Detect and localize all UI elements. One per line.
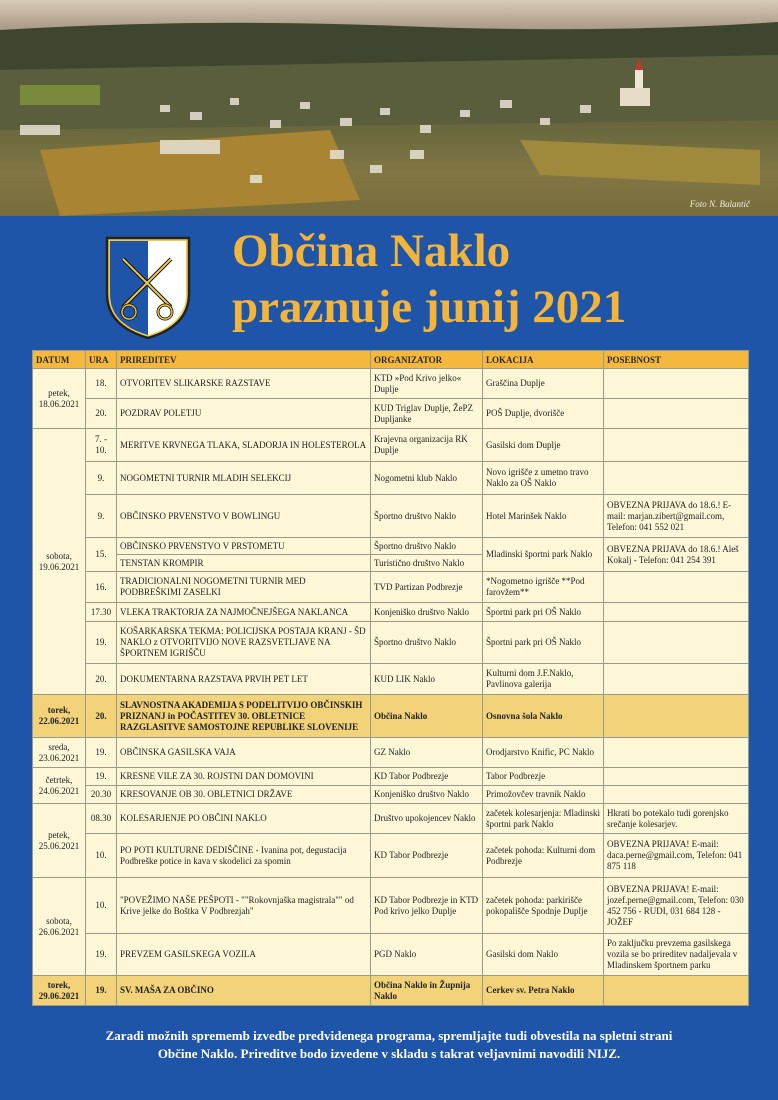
location-cell: začetek pohoda: Kulturni dom Podbrezje bbox=[483, 834, 604, 878]
table-row bbox=[33, 603, 749, 622]
organizer-cell: Občina Naklo bbox=[371, 695, 483, 738]
municipality-crest bbox=[103, 234, 193, 340]
footer-line-2: Občine Naklo. Prireditve bodo izvedene v skladu s takrat veljavnimi navodili NIJZ. bbox=[157, 1046, 621, 1061]
event-cell: PO POTI KULTURNE DEDIŠČINE - Ivanina pot, degustacija Podbreške potice in kava v skodelici za spomin bbox=[117, 834, 371, 878]
table-row bbox=[33, 664, 749, 695]
organizer-cell: KD Tabor Podbrezje bbox=[371, 834, 483, 878]
column-header-note: POSEBNOST bbox=[604, 351, 749, 369]
organizer-cell: Športno društvo Naklo bbox=[371, 495, 483, 538]
event-cell: OTVORITEV SLIKARSKE RAZSTAVE bbox=[117, 369, 371, 399]
location-cell: Gasilski dom Duplje bbox=[483, 429, 604, 462]
location-cell: Novo igrišče z umetno travo Naklo za OŠ Naklo bbox=[483, 462, 604, 495]
event-cell: OBČINSKA GASILSKA VAJA bbox=[117, 738, 371, 768]
note-cell: Hkrati bo potekalo tudi gorenjsko srečanje kolesarjev. bbox=[604, 804, 749, 834]
date-cell: petek, 18.06.2021 bbox=[33, 369, 86, 429]
event-cell: DOKUMENTARNA RAZSTAVA PRVIH PET LET bbox=[117, 664, 371, 695]
location-cell: Kulturni dom J.F.Naklo, Pavlinova galerija bbox=[483, 664, 604, 695]
date-cell: sreda, 23.06.2021 bbox=[33, 738, 86, 768]
date-cell: torek, 29.06.2021 bbox=[33, 976, 86, 1006]
table-row bbox=[33, 429, 749, 462]
organizer-cell: Športno društvo Naklo bbox=[371, 538, 483, 555]
location-cell: Mladinski športni park Naklo bbox=[483, 538, 604, 572]
column-header-organizer: ORGANIZATOR bbox=[371, 351, 483, 369]
time-cell: 10. bbox=[86, 834, 117, 878]
time-cell: 08.30 bbox=[86, 804, 117, 834]
date-cell: sobota, 19.06.2021 bbox=[33, 429, 86, 695]
event-cell: TRADICIONALNI NOGOMETNI TURNIR MED PODBREŠKIMI ZASELKI bbox=[117, 572, 371, 603]
location-cell: Tabor Podbrezje bbox=[483, 768, 604, 786]
note-cell bbox=[604, 369, 749, 399]
location-cell: Športni park pri OŠ Naklo bbox=[483, 622, 604, 664]
column-header-event: PRIREDITEV bbox=[117, 351, 371, 369]
event-cell: PREVZEM GASILSKEGA VOZILA bbox=[117, 934, 371, 976]
table-row bbox=[33, 462, 749, 495]
event-cell: KRESNE VILE ZA 30. ROJSTNI DAN DOMOVINI bbox=[117, 768, 371, 786]
location-cell: *Nogometno igrišče **Pod farovžem** bbox=[483, 572, 604, 603]
note-cell bbox=[604, 976, 749, 1006]
table-row-highlight bbox=[33, 976, 749, 1006]
time-cell: 9. bbox=[86, 495, 117, 538]
note-cell: OBVEZNA PRIJAVA! E-mail: daca.perne@gmail.com, Telefon: 041 875 118 bbox=[604, 834, 749, 878]
time-cell: 18. bbox=[86, 369, 117, 399]
organizer-cell: Krajevna organizacija RK Duplje bbox=[371, 429, 483, 462]
time-cell: 19. bbox=[86, 976, 117, 1006]
time-cell: 9. bbox=[86, 462, 117, 495]
table-row bbox=[33, 834, 749, 878]
note-cell bbox=[604, 429, 749, 462]
page-title-line2: praznuje junij 2021 bbox=[232, 281, 627, 333]
time-cell: 20. bbox=[86, 399, 117, 429]
event-cell: KOŠARKARSKA TEKMA: POLICIJSKA POSTAJA KRANJ - ŠD NAKLO z OTVORITVIJO NOVE RAZSVETLJAVE NA ŠPORTNEM IGRIŠČU bbox=[117, 622, 371, 664]
date-cell: sobota, 26.06.2021 bbox=[33, 878, 86, 976]
note-cell bbox=[604, 664, 749, 695]
note-cell: OBVEZNA PRIJAVA! E-mail: jozef.perne@gmail.com, Telefon: 030 452 756 - RUDI, 031 684 128 - JOŽEF bbox=[604, 878, 749, 934]
table-row bbox=[33, 786, 749, 804]
organizer-cell: KUD Triglav Duplje, ŽePZ Dupljanke bbox=[371, 399, 483, 429]
table-row bbox=[33, 738, 749, 768]
time-cell: 17.30 bbox=[86, 603, 117, 622]
location-cell: Osnovna šola Naklo bbox=[483, 695, 604, 738]
organizer-cell: Občina Naklo in Župnija Naklo bbox=[371, 976, 483, 1006]
table-row-highlight bbox=[33, 695, 749, 738]
note-cell bbox=[604, 572, 749, 603]
note-cell bbox=[604, 399, 749, 429]
event-cell: VLEKA TRAKTORJA ZA NAJMOČNEJŠEGA NAKLANCA bbox=[117, 603, 371, 622]
organizer-cell: Konjeniško društvo Naklo bbox=[371, 786, 483, 804]
event-cell: SV. MAŠA ZA OBČINO bbox=[117, 976, 371, 1006]
note-cell: OBVEZNA PRIJAVA do 18.6.! E-mail: marjan.zibert@gmail.com, Telefon: 041 552 021 bbox=[604, 495, 749, 538]
page-title-line1: Občina Naklo bbox=[232, 225, 511, 277]
organizer-cell: TVD Partizan Podbrezje bbox=[371, 572, 483, 603]
note-cell bbox=[604, 786, 749, 804]
table-row bbox=[33, 878, 749, 934]
time-cell: 19. bbox=[86, 934, 117, 976]
organizer-cell: Društvo upokojencev Naklo bbox=[371, 804, 483, 834]
footer-line-1: Zaradi možnih sprememb izvedbe predvidenega programa, spremljajte tudi obvestila na spletni strani bbox=[105, 1028, 673, 1043]
location-cell: Športni park pri OŠ Naklo bbox=[483, 603, 604, 622]
time-cell: 7. - 10. bbox=[86, 429, 117, 462]
date-cell: petek, 25.06.2021 bbox=[33, 804, 86, 878]
event-cell: KRESOVANJE OB 30. OBLETNICI DRŽAVE bbox=[117, 786, 371, 804]
event-cell: TENSTAN KROMPIR bbox=[117, 555, 371, 572]
organizer-cell: Športno društvo Naklo bbox=[371, 622, 483, 664]
organizer-cell: Konjeniško društvo Naklo bbox=[371, 603, 483, 622]
event-cell: OBČINSKO PRVENSTVO V PRSTOMETU bbox=[117, 538, 371, 555]
note-cell bbox=[604, 622, 749, 664]
location-cell: Hotel Marinšek Naklo bbox=[483, 495, 604, 538]
time-cell: 19. bbox=[86, 738, 117, 768]
table-row bbox=[33, 495, 749, 538]
column-header-date: DATUM bbox=[33, 351, 86, 369]
aerial-landscape-image bbox=[0, 0, 778, 216]
time-cell: 20. bbox=[86, 695, 117, 738]
time-cell: 16. bbox=[86, 572, 117, 603]
note-cell: Po zaključku prevzema gasilskega vozila se bo prireditev nadaljevala v Mladinskem športnem parku bbox=[604, 934, 749, 976]
column-header-location: LOKACIJA bbox=[483, 351, 604, 369]
location-cell: Primožovčev travnik Naklo bbox=[483, 786, 604, 804]
organizer-cell: GZ Naklo bbox=[371, 738, 483, 768]
time-cell: 20. bbox=[86, 664, 117, 695]
location-cell: Gasilski dom Naklo bbox=[483, 934, 604, 976]
events-table bbox=[32, 350, 749, 1006]
note-cell bbox=[604, 603, 749, 622]
event-cell: "POVEŽIMO NAŠE PEŠPOTI - ""Rokovnjaška magistrala"" od Krive jelke do Boštka V Podbrezjah" bbox=[117, 878, 371, 934]
location-cell: POŠ Duplje, dvorišče bbox=[483, 399, 604, 429]
organizer-cell: Nogometni klub Naklo bbox=[371, 462, 483, 495]
photo-credit: Foto N. Balantič bbox=[689, 199, 750, 209]
organizer-cell: KUD LIK Naklo bbox=[371, 664, 483, 695]
coat-of-arms-icon bbox=[103, 234, 193, 340]
location-cell: Cerkev sv. Petra Naklo bbox=[483, 976, 604, 1006]
time-cell: 15. bbox=[86, 538, 117, 572]
date-cell: torek, 22.06.2021 bbox=[33, 695, 86, 738]
organizer-cell: KD Tabor Podbrezje bbox=[371, 768, 483, 786]
aerial-photo bbox=[0, 0, 778, 216]
location-cell: Orodjarstvo Knific, PC Naklo bbox=[483, 738, 604, 768]
table-row bbox=[33, 804, 749, 834]
table-row bbox=[33, 622, 749, 664]
footer-notice bbox=[20, 1027, 758, 1063]
location-cell: Graščina Duplje bbox=[483, 369, 604, 399]
note-cell bbox=[604, 738, 749, 768]
note-cell: OBVEZNA PRIJAVA do 18.6.! Aleš Kokalj - Telefon: 041 254 391 bbox=[604, 538, 749, 572]
time-cell: 10. bbox=[86, 878, 117, 934]
date-cell: četrtek, 24.06.2021 bbox=[33, 768, 86, 804]
table-row bbox=[33, 538, 749, 555]
note-cell bbox=[604, 462, 749, 495]
table-row bbox=[33, 572, 749, 603]
column-header-time: URA bbox=[86, 351, 117, 369]
event-cell: POZDRAV POLETJU bbox=[117, 399, 371, 429]
table-row bbox=[33, 934, 749, 976]
table-row bbox=[33, 768, 749, 786]
event-cell: OBČINSKO PRVENSTVO V BOWLINGU bbox=[117, 495, 371, 538]
note-cell bbox=[604, 695, 749, 738]
event-cell: NOGOMETNI TURNIR MLADIH SELEKCIJ bbox=[117, 462, 371, 495]
table-row bbox=[33, 399, 749, 429]
event-cell: MERITVE KRVNEGA TLAKA, SLADORJA IN HOLESTEROLA bbox=[117, 429, 371, 462]
organizer-cell: Turistično društvo Naklo bbox=[371, 555, 483, 572]
organizer-cell: KD Tabor Podbrezje in KTD Pod krivo jelko Duplje bbox=[371, 878, 483, 934]
location-cell: začetek pohoda: parkirišče pokopališče Spodnje Duplje bbox=[483, 878, 604, 934]
time-cell: 19. bbox=[86, 768, 117, 786]
table-header-row bbox=[33, 351, 749, 369]
note-cell bbox=[604, 768, 749, 786]
organizer-cell: KTD »Pod Krivo jelko« Duplje bbox=[371, 369, 483, 399]
table-row bbox=[33, 369, 749, 399]
organizer-cell: PGD Naklo bbox=[371, 934, 483, 976]
location-cell: začetek kolesarjenja: Mladinski športni park Naklo bbox=[483, 804, 604, 834]
event-cell: KOLESARJENJE PO OBČINI NAKLO bbox=[117, 804, 371, 834]
time-cell: 20.30 bbox=[86, 786, 117, 804]
time-cell: 19. bbox=[86, 622, 117, 664]
event-cell: SLAVNOSTNA AKADEMIJA S PODELITVIJO OBČINSKIH PRIZNANJ in POČASTITEV 30. OBLETNICE RAZGLASITVE SAMOSTOJNE REPUBLIKE SLOVENIJE bbox=[117, 695, 371, 738]
